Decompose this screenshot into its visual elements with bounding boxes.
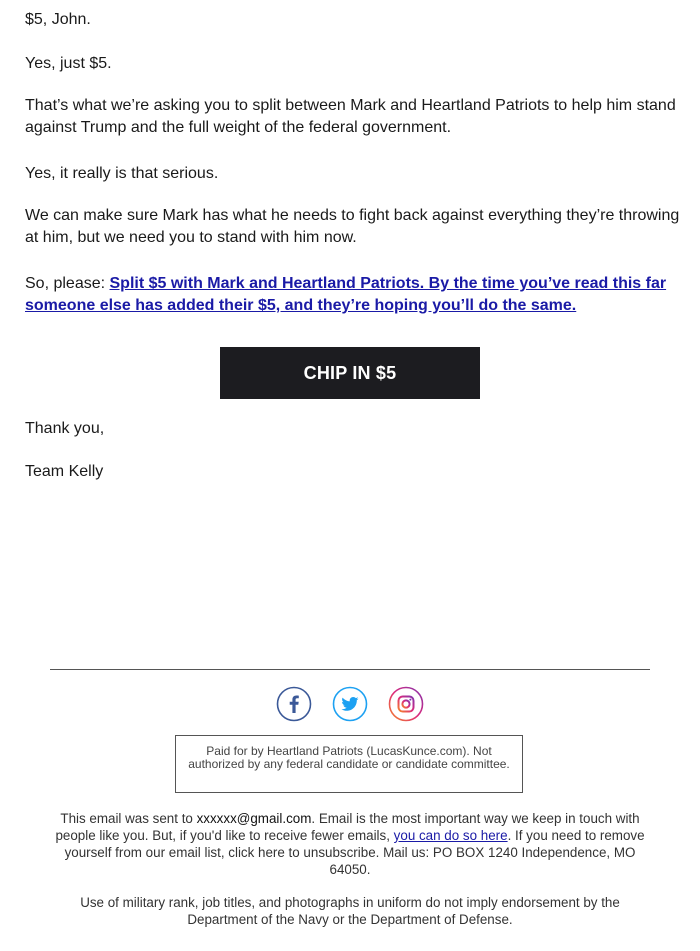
chip-in-container <box>220 347 480 399</box>
twitter-link[interactable] <box>332 686 368 722</box>
twitter-icon <box>332 686 368 722</box>
instagram-link[interactable] <box>388 686 424 722</box>
serious-text: Yes, it really is that serious. <box>25 165 219 182</box>
instagram-icon <box>388 686 424 722</box>
sent-suffix: . If you need to remove yourself from our email list, click here to unsubscribe. Mail us: PO BOX 1240 Independence, MO 64050. <box>64 828 645 877</box>
paid-for-disclaimer: Paid for by Heartland Patriots (LucasKunce.com). Not authorized by any federal candidate or candidate committee. <box>175 735 523 793</box>
split-donation-link[interactable]: Split $5 with Mark and Heartland Patriots. By the time you’ve read this far someone else has added their $5, and they’re hoping you’ll do the same. <box>25 275 667 314</box>
signature-text: Team Kelly <box>25 463 104 480</box>
footer-divider <box>50 669 650 670</box>
military-disclaimer: Use of military rank, job titles, and photographs in uniform do not imply endorsement by the Department of the Navy or the Department of Defense. <box>80 895 620 927</box>
facebook-icon <box>276 686 312 722</box>
facebook-link[interactable] <box>276 686 312 722</box>
sent-prefix: This email was sent to <box>60 811 197 826</box>
just-five-text: Yes, just $5. <box>25 55 112 72</box>
fewer-emails-link[interactable]: you can do so here <box>393 828 508 843</box>
sent-middle: . Email is the most important way we keep in touch with people like you. But, if you'd like to receive fewer emails, <box>55 811 640 843</box>
chip-in-button[interactable]: CHIP IN $5 <box>220 347 480 399</box>
ask-link-paragraph <box>25 273 685 317</box>
ask-prefix: So, please: <box>25 275 110 292</box>
thanks-text: Thank you, <box>25 420 105 437</box>
footer-sent-notice <box>50 810 650 878</box>
greeting-text: $5, John. <box>25 11 91 28</box>
recipient-email: xxxxxx@gmail.com <box>196 811 312 826</box>
fight-paragraph: We can make sure Mark has what he needs to fight back against everything they’re throwing at him, but we need you to stand with him now. <box>25 207 680 246</box>
ask-paragraph: That’s what we’re asking you to split between Mark and Heartland Patriots to help him stand against Trump and the full weight of the federal government. <box>25 97 676 136</box>
